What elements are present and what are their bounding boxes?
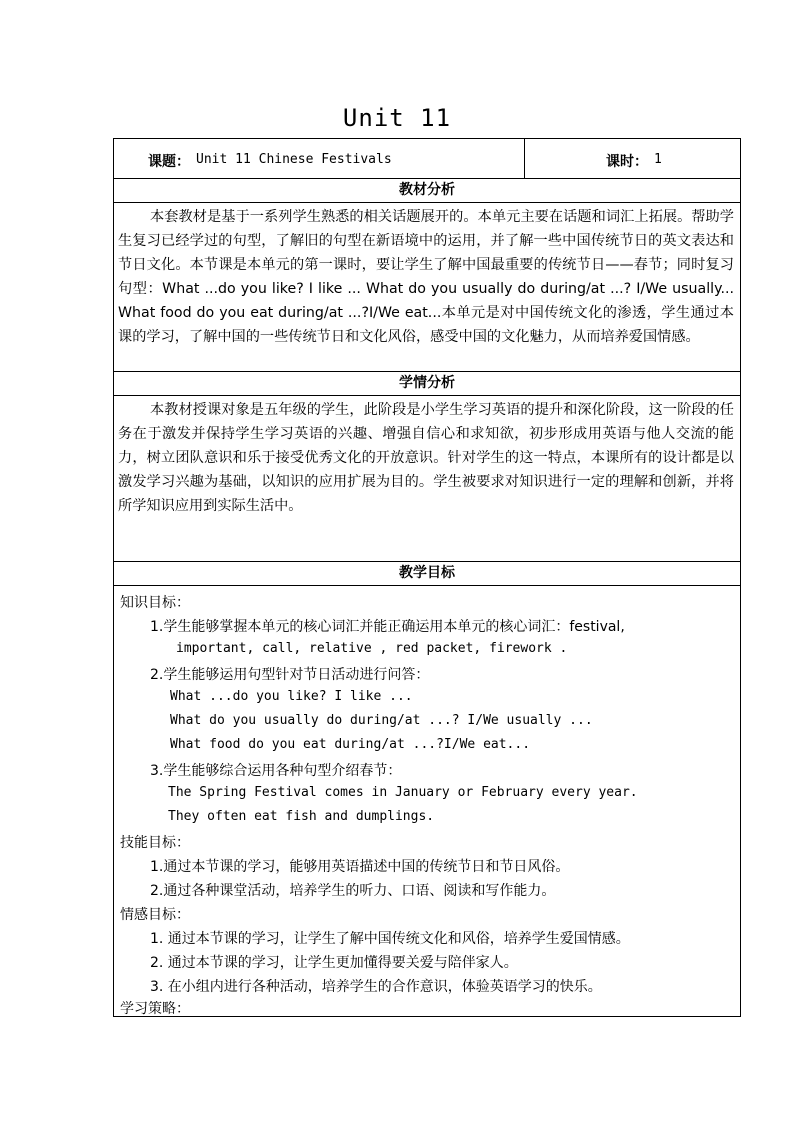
skill-item-2: 2.通过各种课堂活动，培养学生的听力、口语、阅读和写作能力。 bbox=[150, 883, 556, 899]
objectives-content bbox=[114, 586, 740, 1016]
textbook-analysis-text: 本套教材是基于一系列学生熟悉的相关话题展开的。本单元主要在话题和词汇上拓展。帮助学生复习已经学过的句型，了解旧的句型在新语境中的运用，并了解一些中国传统节日的英文表达和节日文化。本节课是本单元的第一课时，要让学生了解中国最重要的传统节日——春节；同时复习句型：What ...do you like? I like ... What do you usually do during/at ...? I/We usually... What food do you eat during/at ...?I/We eat...本单元是对中国传统文化的渗透，学生通过本课的学习，了解中国的一些传统节日和文化风俗，感受中国的文化魅力，从而培养爱国情感。 bbox=[118, 209, 734, 345]
strategy-label: 学习策略： bbox=[120, 1001, 190, 1017]
skill-label: 技能目标： bbox=[120, 835, 190, 851]
knowledge-sentence-2: What do you usually do during/at ...? I/We usually ... bbox=[170, 713, 593, 728]
knowledge-item-3: 3.学生能够综合运用各种句型介绍春节： bbox=[150, 763, 402, 779]
topic-value: Unit 11 Chinese Festivals bbox=[196, 152, 392, 167]
knowledge-sentence-3: What food do you eat during/at ...?I/We eat... bbox=[170, 737, 531, 752]
knowledge-item-2: 2.学生能够运用句型针对节日活动进行问答： bbox=[150, 667, 430, 683]
topic-cell bbox=[114, 139, 525, 178]
knowledge-sentence-4: The Spring Festival comes in January or February every year. bbox=[168, 785, 638, 800]
textbook-analysis-row bbox=[114, 203, 740, 372]
learner-analysis-header: 学情分析 bbox=[114, 372, 740, 396]
knowledge-label: 知识目标： bbox=[120, 595, 190, 611]
emotion-label: 情感目标： bbox=[120, 907, 190, 923]
learner-analysis-row bbox=[114, 396, 740, 562]
topic-row bbox=[114, 139, 740, 179]
knowledge-sentence-5: They often eat fish and dumplings. bbox=[168, 809, 435, 824]
objectives-header: 教学目标 bbox=[114, 562, 740, 586]
skill-item-1: 1.通过本节课的学习，能够用英语描述中国的传统节日和节日风俗。 bbox=[150, 859, 570, 875]
emotion-item-2: 2. 通过本节课的学习，让学生更加懂得要关爱与陪伴家人。 bbox=[150, 955, 518, 971]
hours-value: 1 bbox=[654, 152, 662, 167]
knowledge-item-1: 1.学生能够掌握本单元的核心词汇并能正确运用本单元的核心词汇：festival, bbox=[150, 619, 625, 635]
topic-label: 课题： bbox=[148, 154, 190, 170]
document-title: Unit 11 bbox=[342, 104, 452, 132]
learner-analysis-text: 本教材授课对象是五年级的学生，此阶段是小学生学习英语的提升和深化阶段，这一阶段的任务在于激发并保持学生学习英语的兴趣、增强自信心和求知欲，初步形成用英语与他人交流的能力，树立团队意识和乐于接受优秀文化的开放意识。针对学生的这一特点，本课所有的设计都是以激发学习兴趣为基础，以知识的应用扩展为目的。学生被要求对知识进行一定的理解和创新，并将所学知识应用到实际生活中。 bbox=[118, 402, 734, 514]
textbook-analysis-header: 教材分析 bbox=[114, 179, 740, 203]
hours-label: 课时： bbox=[606, 154, 648, 170]
lesson-plan-table bbox=[113, 138, 741, 1017]
emotion-item-3: 3. 在小组内进行各种活动，培养学生的合作意识，体验英语学习的快乐。 bbox=[150, 979, 602, 995]
knowledge-sentence-1: What ...do you like? I like ... bbox=[170, 689, 413, 704]
knowledge-item-1-words: important, call, relative , red packet, firework . bbox=[176, 641, 568, 656]
emotion-item-1: 1. 通过本节课的学习，让学生了解中国传统文化和风俗，培养学生爱国情感。 bbox=[150, 931, 630, 947]
